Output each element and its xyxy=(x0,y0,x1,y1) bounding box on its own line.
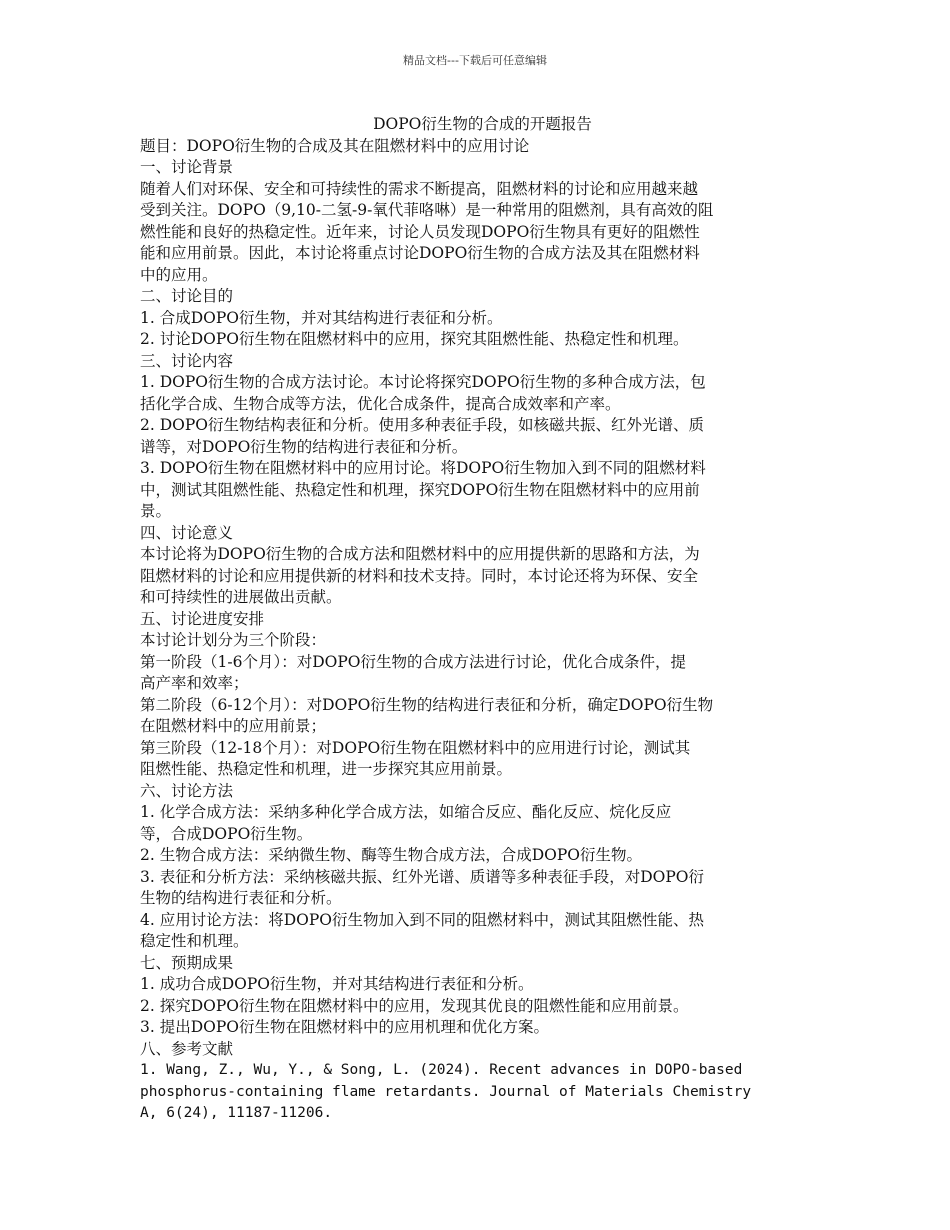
paragraph-line: 1. 合成DOPO衍生物，并对其结构进行表征和分析。 xyxy=(140,308,503,327)
paragraph-line: 本讨论将为DOPO衍生物的合成方法和阻燃材料中的应用提供新的思路和方法，为 xyxy=(140,545,700,563)
paragraph-line: 谱等，对DOPO衍生物的结构进行表征和分析。 xyxy=(140,437,468,456)
section-heading: 四、讨论意义 xyxy=(140,523,234,542)
paragraph-line: 第三阶段（12-18个月）：对DOPO衍生物在阻燃材料中的应用进行讨论，测试其 xyxy=(140,738,691,757)
paragraph-line: 能和应用前景。因此，本讨论将重点讨论DOPO衍生物的合成方法及其在阻燃材料 xyxy=(140,244,700,262)
reference-line: A, 6(24), 11187-11206. xyxy=(140,1105,333,1121)
paragraph-line: 中的应用。 xyxy=(140,265,218,284)
section-heading: 六、讨论方法 xyxy=(140,781,234,800)
paragraph-line: 1. DOPO衍生物的合成方法讨论。本讨论将探究DOPO衍生物的多种合成方法，包 xyxy=(140,373,706,391)
paragraph-line: 1. 化学合成方法：采纳多种化学合成方法，如缩合反应、酯化反应、烷化反应 xyxy=(140,803,672,821)
paragraph-line: 等，合成DOPO衍生物。 xyxy=(140,824,313,843)
paragraph-line: 生物的结构进行表征和分析。 xyxy=(140,889,342,907)
paragraph-line: 高产率和效率； xyxy=(140,674,249,692)
paragraph-line: 4. 应用讨论方法：将DOPO衍生物加入到不同的阻燃材料中，测试其阻燃性能、热 xyxy=(140,910,704,929)
paragraph-line: 2. 讨论DOPO衍生物在阻燃材料中的应用，探究其阻燃性能、热稳定性和机理。 xyxy=(140,330,689,348)
paragraph-line: 括化学合成、生物合成等方法，优化合成条件，提高合成效率和产率。 xyxy=(140,394,621,413)
paragraph-line: 景。 xyxy=(140,502,172,520)
paragraph-line: 2. 生物合成方法：采纳微生物、酶等生物合成方法，合成DOPO衍生物。 xyxy=(140,846,642,864)
paragraph-line: 阻燃材料的讨论和应用提供新的材料和技术支持。同时，本讨论还将为环保、安全 xyxy=(140,566,699,585)
section-heading: 三、讨论内容 xyxy=(140,351,234,370)
paragraph-line: 1. 成功合成DOPO衍生物，并对其结构进行表征和分析。 xyxy=(140,975,534,993)
paragraph-line: 中，测试其阻燃性能、热稳定性和机理，探究DOPO衍生物在阻燃材料中的应用前 xyxy=(140,480,700,499)
section-heading: 二、讨论目的 xyxy=(140,287,234,305)
paragraph-line: 3. 表征和分析方法：采纳核磁共振、红外光谱、质谱等多种表征手段，对DOPO衍 xyxy=(140,867,704,886)
paragraph-line: 第二阶段（6-12个月）：对DOPO衍生物的结构进行表征和分析，确定DOPO衍生物 xyxy=(140,695,714,714)
document-title: DOPO衍生物的合成的开题报告 xyxy=(373,115,592,133)
reference-line: 1. Wang, Z., Wu, Y., & Song, L. (2024). Recent advances in DOPO-based xyxy=(140,1062,743,1078)
paragraph-line: 随着人们对环保、安全和可持续性的需求不断提高，阻燃材料的讨论和应用越来越 xyxy=(140,179,699,198)
paragraph-line: 2. DOPO衍生物结构表征和分析。使用多种表征手段，如核磁共振、红外光谱、质 xyxy=(140,416,704,434)
section-heading: 七、预期成果 xyxy=(140,953,234,972)
section-heading: 一、讨论背景 xyxy=(140,158,234,176)
document-body xyxy=(140,114,825,1125)
paragraph-line: 3. DOPO衍生物在阻燃材料中的应用讨论。将DOPO衍生物加入到不同的阻燃材料 xyxy=(140,459,706,477)
paragraph-line: 本讨论计划分为三个阶段： xyxy=(140,631,327,649)
paragraph-line: 第一阶段（1-6个月）：对DOPO衍生物的合成方法进行讨论，优化合成条件，提 xyxy=(140,652,686,671)
document-subject: 题目：DOPO衍生物的合成及其在阻燃材料中的应用讨论 xyxy=(140,136,530,155)
paragraph-line: 和可持续性的进展做出贡献。 xyxy=(140,588,342,606)
section-heading: 五、讨论进度安排 xyxy=(140,609,265,628)
paragraph-line: 燃性能和良好的热稳定性。近年来，讨论人员发现DOPO衍生物具有更好的阻燃性 xyxy=(140,222,700,241)
paragraph-line: 稳定性和机理。 xyxy=(140,932,249,950)
paragraph-line: 3. 提出DOPO衍生物在阻燃材料中的应用机理和优化方案。 xyxy=(140,1018,549,1036)
section-heading: 八、参考文献 xyxy=(140,1039,234,1058)
header-watermark: 精品文档---下载后可任意编辑 xyxy=(403,54,547,67)
paragraph-line: 受到关注。DOPO（9,10-二氢-9-氧代菲咯啉）是一种常用的阻燃剂，具有高效的阻 xyxy=(140,201,714,219)
paragraph-line: 2. 探究DOPO衍生物在阻燃材料中的应用，发现其优良的阻燃性能和应用前景。 xyxy=(140,996,689,1015)
paragraph-line: 阻燃性能、热稳定性和机理，进一步探究其应用前景。 xyxy=(140,760,513,778)
reference-line: phosphorus-containing flame retardants. Journal of Materials Chemistry xyxy=(140,1083,752,1100)
paragraph-line: 在阻燃材料中的应用前景； xyxy=(140,717,327,735)
